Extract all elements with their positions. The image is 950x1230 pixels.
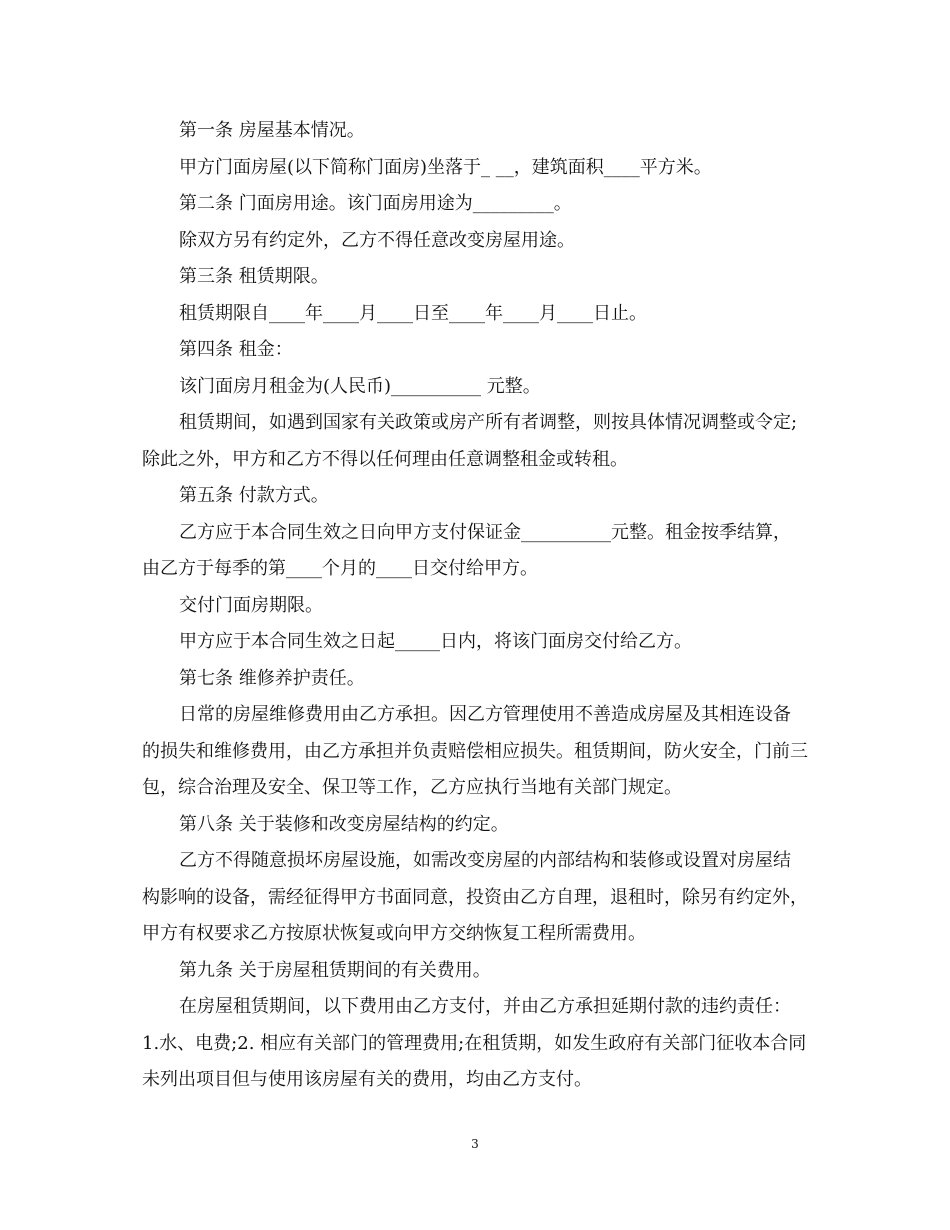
article-5-text: 乙方应于本合同生效之日向甲方支付保证金__________元整。租金按季结算，由乙方于每季的第____个月的____日交付给甲方。 <box>142 521 791 579</box>
article-4-adjustment-text: 租赁期间，如遇到国家有关政策或房产所有者调整，则按具体情况调整或令定;除此之外，甲方和乙方不得以任何理由任意调整租金或转租。 <box>142 412 798 470</box>
article-7-text: 日常的房屋维修费用由乙方承担。因乙方管理使用不善造成房屋及其相连设备的损失和维修费用，由乙方承担并负责赔偿相应损失。租赁期间，防火安全，门前三包，综合治理及安全、保卫等工作，乙方应执行当地有关部门规定。 <box>142 704 808 798</box>
article-3-text: 租赁期限自____年____月____日至____年____月____日止。 <box>179 302 647 324</box>
contract-body <box>142 113 808 1099</box>
article-4-text: 该门面房月租金为(人民币)__________ 元整。 <box>179 375 541 397</box>
article-5-heading: 第五条 付款方式。 <box>179 485 329 506</box>
article-1-text: 甲方门面房屋(以下简称门面房)坐落于_ __，建筑面积____平方米。 <box>179 156 712 178</box>
delivery-text: 甲方应于本合同生效之日起_____日内，将该门面房交付给乙方。 <box>179 631 692 652</box>
article-7-heading: 第七条 维修养护责任。 <box>179 667 365 689</box>
article-1-heading: 第一条 房屋基本情况。 <box>179 120 365 141</box>
article-2-heading: 第二条 门面房用途。该门面房用途为_________。 <box>179 193 572 214</box>
article-3-heading: 第三条 租赁期限。 <box>179 266 329 287</box>
article-8-text: 乙方不得随意损坏房屋设施，如需改变房屋的内部结构和装修或设置对房屋结构影响的设备，需经征得甲方书面同意，投资由乙方自理，退租时，除另有约定外，甲方有权要求乙方按原状恢复或向甲方交纳恢复工程所需费用。 <box>142 850 808 944</box>
page-number: 3 <box>471 1137 479 1151</box>
article-4-heading: 第四条 租金： <box>179 339 293 360</box>
article-9-text: 在房屋租赁期间，以下费用由乙方支付，并由乙方承担延期付款的违约责任：1.水、电费;2. 相应有关部门的管理费用;在租赁期，如发生政府有关部门征收本合同未列出项目但与使用该房屋有关的费用，均由乙方支付。 <box>142 996 807 1090</box>
article-2-text: 除双方另有约定外，乙方不得任意改变房屋用途。 <box>179 229 575 251</box>
article-9-heading: 第九条 关于房屋租赁期间的有关费用。 <box>179 959 491 981</box>
delivery-heading: 交付门面房期限。 <box>179 594 323 616</box>
article-8-heading: 第八条 关于装修和改变房屋结构的约定。 <box>179 813 509 835</box>
